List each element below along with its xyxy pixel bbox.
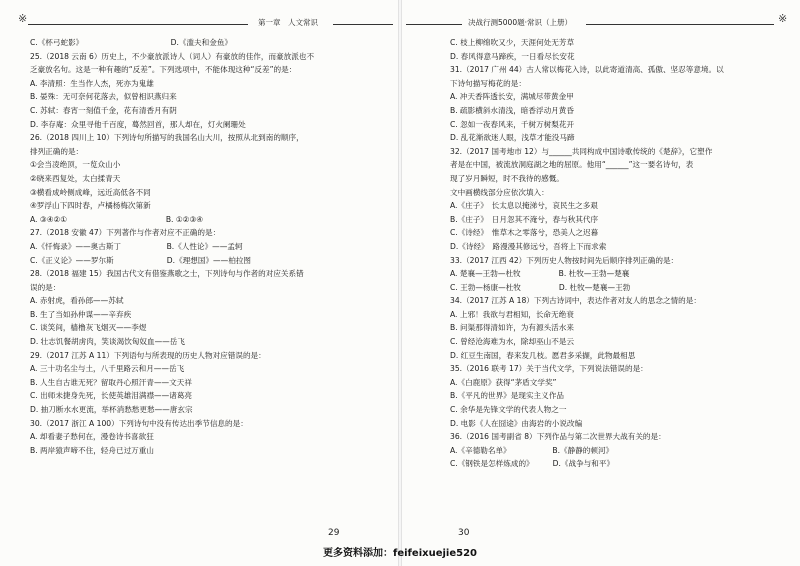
text-line: C.《正义论》——罗尔斯 D.《理想国》——柏拉图 — [30, 255, 252, 265]
text-line: D. 李存庵：众里寻他千百度，蓦然回首，那人却在，灯火阑珊处 — [30, 119, 246, 129]
corner-mark-left: ※ — [18, 12, 28, 25]
text-line: ①会当凌绝顶，一览众山小 — [30, 160, 121, 170]
text-line: 33.（2017 江西 42）下列历史人物按时间先后顺序排列正确的是： — [450, 255, 679, 265]
text-line: 现了岁月瞬短，时不我待的感慨。 — [450, 173, 564, 183]
text-line: D. 乱花渐欲迷人眼，浅草才能没马蹄 — [450, 133, 575, 143]
text-line: A. 三十功名尘与土，八千里路云和月——岳飞 — [30, 364, 185, 374]
right-page-text — [450, 36, 724, 471]
text-line: 32.（2017 国考地市 12）与______共同构成中国诗歌传统的《楚辞》，它塑作 — [450, 146, 713, 156]
text-line: 者是在中国，被流放洞庭湖之地的屈原。他用“______”这一要名诗句，表 — [450, 160, 694, 170]
text-line: A. 上邪！我欲与君相知，长命无绝衰 — [450, 309, 574, 319]
text-line: C. 枝上柳绵吹又少，天涯何处无芳草 — [450, 38, 575, 47]
text-line: B. 两岸猿声啼不住，轻舟已过万重山 — [30, 445, 154, 455]
text-line: A. 却看妻子愁何在，漫卷诗书喜欲狂 — [30, 432, 154, 442]
text-line: A.《白鹿原》获得“茅盾文学奖” — [450, 377, 557, 387]
text-line: D. 电影《人在囧途》由海岩的小说改编 — [450, 418, 583, 428]
page-number-right: 30 — [458, 528, 470, 538]
book-header: 决战行测5000题·常识（上册） — [468, 18, 572, 27]
text-line: 误的是： — [30, 282, 61, 292]
text-line: 30.（2017 浙江 A 100）下列诗句中没有传达出季节信息的是： — [30, 418, 248, 428]
text-line: C. 王勃—杨康—杜牧 D. 杜牧—楚襄—王勃 — [450, 282, 631, 292]
text-line: A. 楚襄—王勃—杜牧 B. 杜牧—王勃—楚襄 — [450, 269, 630, 279]
text-line: A. 李清照：生当作人杰，死亦为鬼雄 — [30, 78, 154, 88]
text-line: C.《钢铁是怎样炼成的》 D.《战争与和平》 — [450, 459, 615, 469]
text-line: 31.（2017 广州 44）古人常以梅花入诗，以此寄道清高、孤傲、坚忍等意境。以 — [450, 65, 724, 75]
text-line: D.《诗经》 路漫漫其修远兮，吾将上下而求索 — [450, 241, 607, 251]
text-line: A.《辛德勒名单》 B.《静静的顿河》 — [450, 445, 614, 455]
text-line: C. 苏轼：春宵一刻值千金，花有清香月有阴 — [30, 105, 177, 115]
text-line: C. 余华是先锋文学的代表人物之一 — [450, 405, 567, 415]
text-line: A. 冲天香阵透长安，满城尽带黄金甲 — [450, 92, 574, 102]
text-line: B. 疏影横斜水清浅，暗香浮动月黄昏 — [450, 105, 574, 115]
text-line: B. 人生自古谁无死？留取丹心照汗青——文天祥 — [30, 377, 192, 387]
text-line: C.《诗经》 惟草木之零落兮，恐美人之迟暮 — [450, 228, 599, 238]
text-line: D. 春风得意马蹄疾，一日看尽长安花 — [450, 51, 575, 61]
text-line: 25.（2018 云南 6）历史上，不少豪放派诗人（词人）有豪放的佳作，而豪放派也不 — [30, 51, 315, 61]
header-rule-right — [406, 24, 462, 25]
text-line: A.《庄子》 长太息以掩涕兮，哀民生之多艰 — [450, 201, 598, 211]
text-line: D. 红豆生南国，春来发几枝。愿君多采撷，此物最相思 — [450, 350, 636, 360]
left-page-text — [30, 36, 314, 457]
header-rule-left-2 — [333, 24, 393, 25]
text-line: 35.（2016 联考 17）关于当代文学，下列说法错误的是： — [450, 364, 648, 374]
text-line: 34.（2017 江苏 A 18）下列古诗词中，表达作者对友人的思念之情的是： — [450, 296, 701, 306]
corner-mark-right: ※ — [778, 12, 788, 25]
text-line: C. 谈笑间，樯橹灰飞烟灭——李煜 — [30, 323, 147, 333]
text-line: A. ③④②① B. ①②③④ — [30, 214, 204, 224]
text-line: D. 抽刀断水水更流，举杯消愁愁更愁——唐玄宗 — [30, 405, 193, 415]
text-line: D. 壮志饥餐胡虏肉，笑谈渴饮匈奴血——岳飞 — [30, 337, 185, 347]
header-rule-left — [28, 24, 248, 25]
text-line: ②晓来西复处，太白揉青天 — [30, 173, 121, 183]
text-line: 28.（2018 福建 15）我国古代文有借鉴燕歌之士，下列诗句与作者的对应关系错 — [30, 269, 304, 279]
text-line: 36.（2016 国考副省 8）下列作品与第二次世界大战有关的是： — [450, 432, 666, 442]
text-line: A. 赤射虎，看孙郎——苏轼 — [30, 296, 124, 306]
text-line: A.《忏悔录》——奥古斯丁 B.《人性论》——孟轲 — [30, 241, 243, 251]
right-page — [400, 0, 800, 566]
text-line: B.《平凡的世界》是现实主义作品 — [450, 391, 564, 401]
text-line: B. 生了当如孙仲谋——辛弃疾 — [30, 309, 132, 319]
page-number-left: 29 — [328, 528, 340, 538]
text-line: ④罗浮山下四时春，卢橘杨梅次第新 — [30, 201, 151, 211]
footer-contact: 更多资料添加：feifeixuejie520 — [323, 548, 477, 559]
text-line: C. 忽如一夜春风来，千树万树梨花开 — [450, 119, 575, 129]
text-line: C. 曾经沧海难为水，除却巫山不是云 — [450, 337, 575, 347]
text-line: C.《杯弓蛇影》 D.《滥夫和金鱼》 — [30, 38, 233, 47]
text-line: 26.（2018 四川上 10）下列诗句所描写的我国名山大川，按照从北到南的顺序， — [30, 133, 304, 143]
book-spine — [398, 0, 402, 566]
text-line: 乏豪放名句。这是一种有趣的“反差”。下列选项中，不能体现这种“反差”的是： — [30, 65, 297, 75]
text-line: B. 问渠那得清如许，为有源头活水来 — [450, 323, 574, 333]
text-line: 27.（2018 安徽 47）下列著作与作者对应不正确的是： — [30, 228, 221, 238]
chapter-header: 第一章 人文常识 — [258, 18, 318, 27]
text-line: 下诗句描写梅花的是： — [450, 78, 526, 88]
text-line: C. 出师未捷身先死，长使英雄泪满襟——诸葛亮 — [30, 391, 193, 401]
text-line: 排列正确的是： — [30, 146, 84, 156]
text-line: B. 晏殊：无可奈何花落去，似曾相识燕归来 — [30, 92, 177, 102]
header-rule-right-2 — [586, 24, 774, 25]
text-line: 29.（2017 江苏 A 11）下列语句与所表现的历史人物对应错误的是： — [30, 350, 266, 360]
text-line: B.《庄子》 日月忽其不淹兮，春与秋其代序 — [450, 214, 599, 224]
text-line: 文中画横线部分应依次填入： — [450, 187, 549, 197]
text-line: ③横看成岭侧成峰，远近高低各不同 — [30, 187, 151, 197]
